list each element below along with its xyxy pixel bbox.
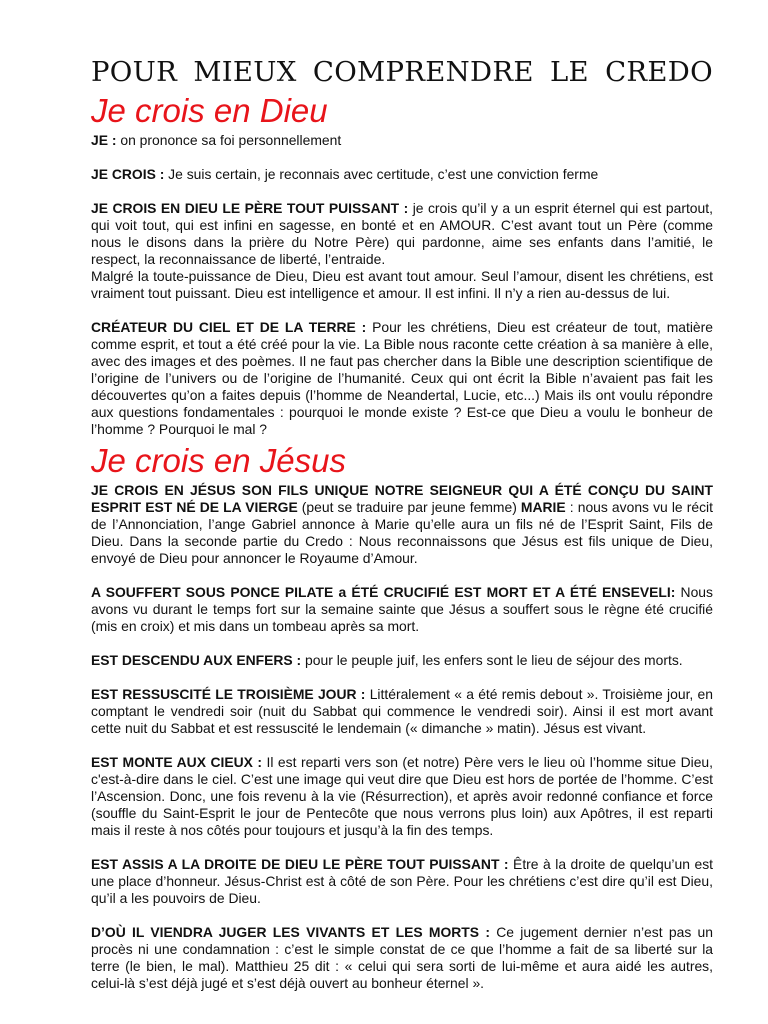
paragraph-createur xyxy=(91,319,713,438)
paragraph-text: Je suis certain, je reconnais avec certitude, c’est une conviction ferme xyxy=(164,166,599,182)
paragraph-term: JE CROIS EN JÉSUS SON FILS UNIQUE NOTRE SEIGNEUR QUI A ÉTÉ CONÇU DU SAINT ESPRIT EST NÉ DE LA VIERGE xyxy=(91,482,713,515)
paragraph-ressuscite xyxy=(91,686,713,737)
paragraph-je-crois xyxy=(91,166,713,183)
paragraph-text: je crois qu’il y a un esprit éternel qui est partout, qui voit tout, qui est infini en sagesse, en bonté et en AMOUR. C’est avant tout un Père (comme nous le disons dans la prière du Notre Père) qui pardonne, aime ses enfants dans l’amitié, le respect, la reconnaissance de liberté, l’entraide. xyxy=(91,200,713,267)
paragraph-a-souffert xyxy=(91,584,713,635)
paragraph-text-continued: : nous avons vu le récit de l’Annonciation, l’ange Gabriel annonce à Marie qu’elle aura un fils né de l’Esprit Saint, Fils de Dieu. Dans la seconde partie du Credo : Nous reconnaissons que Jésus est fils unique de Dieu, envoyé de Dieu pour annoncer le Royaume d’Amour. xyxy=(91,499,713,566)
paragraph-text-continued: Malgré la toute-puissance de Dieu, Dieu est avant tout amour. Seul l’amour, disent les chrétiens, est vraiment tout puissant. Dieu est intelligence et amour. Il est infini. Il n’y a rien au-dessus de lui. xyxy=(91,268,713,301)
paragraph-term: D’OÙ IL VIENDRA JUGER LES VIVANTS ET LES MORTS : xyxy=(91,924,490,940)
paragraph-fils-unique xyxy=(91,482,713,567)
paragraph-term: JE CROIS : xyxy=(91,166,165,182)
paragraph-term: JE CROIS EN DIEU LE PÈRE TOUT PUISSANT : xyxy=(91,200,409,216)
paragraph-assis-a-la-droite xyxy=(91,856,713,907)
section-heading-jesus: Je crois en Jésus xyxy=(91,442,346,479)
paragraph-text: Nous avons vu durant le temps fort sur la semaine sainte que Jésus a souffert sous le règne été crucifié (mis en croix) et mis dans un tombeau après sa mort. xyxy=(91,584,713,634)
paragraph-term: EST MONTE AUX CIEUX : xyxy=(91,754,263,770)
paragraph-je xyxy=(91,132,713,149)
paragraph-descendu-enfers xyxy=(91,652,713,669)
paragraph-text: on prononce sa foi personnellement xyxy=(116,132,342,148)
paragraph-term: EST RESSUSCITÉ LE TROISIÈME JOUR : xyxy=(91,686,366,702)
paragraph-term: A SOUFFERT SOUS PONCE PILATE a ÉTÉ CRUCIFIÉ EST MORT ET A ÉTÉ ENSEVELI: xyxy=(91,584,676,600)
paragraph-text: Il est reparti vers son (et notre) Père vers le lieu où l’homme situe Dieu, c'est-à-dire dans le ciel. C’est une image qui veut dire que Dieu est hors de portée de l’homme. C’est l’Ascension. Donc, une fois revenu à la vie (Résurrection), et après avoir redonné confiance et force (souffle du Saint-Esprit le jour de Pentecôte que nous verrons plus loin) aux Apôtres, il est reparti mais il reste à nos côtés pour toujours et jusqu’à la fin des temps. xyxy=(91,754,714,838)
paragraph-text: pour le peuple juif, les enfers sont le lieu de séjour des morts. xyxy=(301,652,683,668)
paragraph-text: Littéralement « a été remis debout ». Troisième jour, en comptant le vendredi soir (nuit du Sabbat qui commence le vendredi soir). Ainsi il est mort avant cette nuit du Sabbat et est ressuscité le lendemain (« dimanche » matin). Jésus est vivant. xyxy=(91,686,713,736)
paragraph-juger-vivants-morts xyxy=(91,924,713,992)
paragraph-text: Pour les chrétiens, Dieu est créateur de tout, matière comme esprit, et tout a été créé pour la vie. La Bible nous raconte cette création à sa manière à elle, avec des images et des poèmes. Il ne faut pas chercher dans la Bible une description scientifique de l’origine de l’univers ou de l’origine de l’humanité. Ceux qui ont écrit la Bible n’avaient pas fait les découvertes qu’on a faites depuis (l’homme de Neandertal, Lucie, etc...) Mais ils ont voulu répondre aux questions fondamentales : pourquoi le monde existe ? Est-ce que Dieu a voulu le bonheur de l’homme ? Pourquoi le mal ? xyxy=(91,319,714,437)
paragraph-text: Ce jugement dernier n’est pas un procès ni une condamnation : c’est le simple constat de ce que l’homme a fait de sa liberté sur la terre (le bien, le mal). Matthieu 25 dit : « celui qui sera sorti de lui-même et aura aidé les autres, celui-là s’est déjà jugé et s’est déjà ouvert au bonheur éternel ». xyxy=(91,924,713,991)
paragraph-term: EST ASSIS A LA DROITE DE DIEU LE PÈRE TOUT PUISSANT : xyxy=(91,856,509,872)
page-title: POUR MIEUX COMPRENDRE LE CREDO xyxy=(91,56,713,88)
paragraph-term: JE : xyxy=(91,132,117,148)
paragraph-term-marie: MARIE xyxy=(520,499,566,515)
paragraph-text: Être à la droite de quelqu’un est une place d’honneur. Jésus-Christ est à côté de son Père. Pour les chrétiens c’est dire qu’il est Dieu, qu’il a les pouvoirs de Dieu. xyxy=(91,856,713,906)
paragraph-term: CRÉATEUR DU CIEL ET DE LA TERRE : xyxy=(91,319,367,335)
document-page xyxy=(91,52,713,992)
paragraph-pere-tout-puissant xyxy=(91,200,713,302)
paragraph-term: EST DESCENDU AUX ENFERS : xyxy=(91,652,302,668)
section-heading-dieu: Je crois en Dieu xyxy=(91,92,328,129)
paragraph-text: (peut se traduire par jeune femme) xyxy=(297,499,521,515)
paragraph-monte-aux-cieux xyxy=(91,754,713,839)
